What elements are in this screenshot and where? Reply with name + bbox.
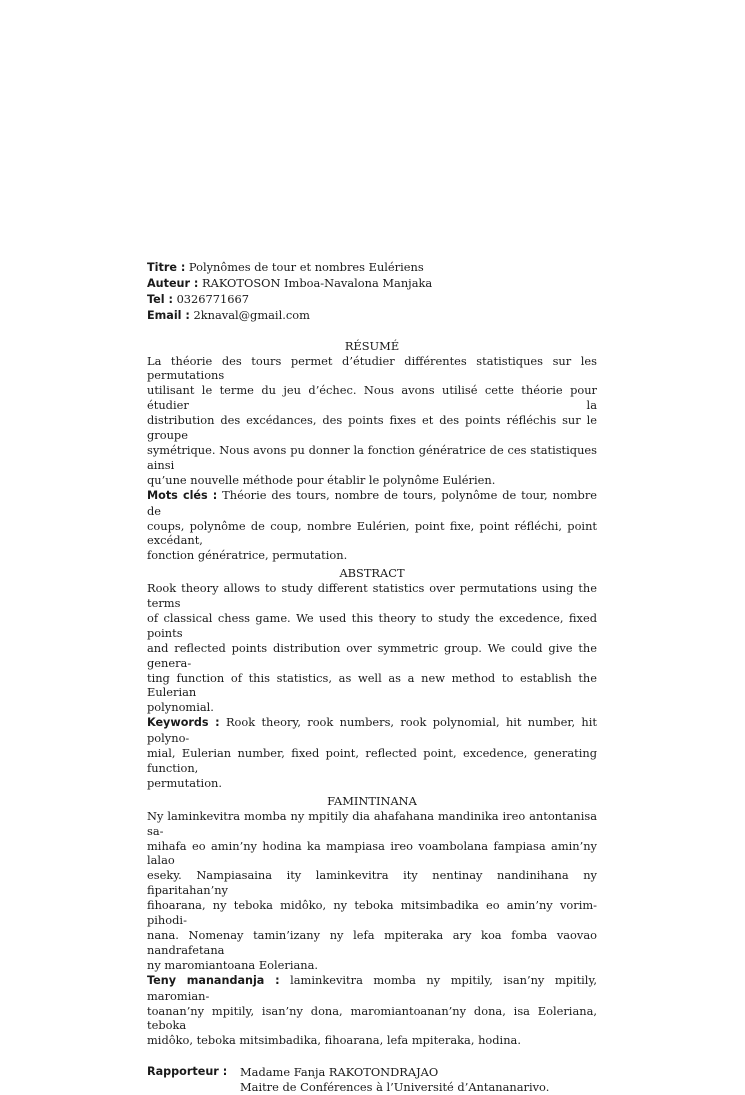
resume-line: qu’une nouvelle méthode pour établir le polynôme Eulérien. bbox=[147, 472, 496, 487]
famintinana-keywords-line: Teny manandanja : laminkevitra momba ny mpitily, isan’ny mpitily, maromian- bbox=[147, 972, 597, 1003]
title-line bbox=[147, 260, 597, 276]
tel-line bbox=[147, 292, 597, 308]
famintinana-paragraph bbox=[147, 809, 597, 973]
abstract-line: and reflected points distribution over symmetric group. We could give the genera- bbox=[147, 640, 597, 670]
resume-keywords-line: fonction génératrice, permutation. bbox=[147, 548, 348, 563]
famintinana-line: Ny laminkevitra momba ny mpitily dia ahafahana mandinika ireo antontanisa sa- bbox=[147, 808, 597, 838]
rapporteur-label: Rapporteur : bbox=[147, 1065, 228, 1079]
abstract-line: Rook theory allows to study different statistics over permutations using the terms bbox=[147, 581, 597, 611]
rapporteur-block bbox=[147, 1065, 597, 1095]
resume-line: distribution des excédances, des points fixes et des points réfléchis sur le groupe bbox=[147, 413, 597, 443]
resume-heading: RÉSUMÉ bbox=[344, 338, 400, 353]
famintinana-keywords-label: Teny manandanja : bbox=[147, 973, 280, 987]
abstract-line: polynomial. bbox=[147, 700, 214, 715]
famintinana-line: mihafa eo amin’ny hodina ka mampiasa ireo voambolana fampiasa amin’ny lalao bbox=[147, 838, 597, 868]
title-value: Polynômes de tour et nombres Eulériens bbox=[188, 260, 424, 274]
rapporteur-details bbox=[240, 1065, 597, 1095]
abstract-keywords-line: Keywords : Rook theory, rook numbers, rook polynomial, hit number, hit polyno- bbox=[147, 715, 597, 746]
resume-line: symétrique. Nous avons pu donner la fonction génératrice de ces statistiques ainsi bbox=[147, 442, 597, 472]
famintinana-line: fihoarana, ny teboka midôko, ny teboka mitsimbadika eo amin’ny vorim- pihodi- bbox=[147, 898, 597, 928]
email-line bbox=[147, 308, 597, 324]
email-value: 2knaval@gmail.com bbox=[193, 307, 310, 322]
abstract-heading: ABSTRACT bbox=[339, 566, 405, 581]
abstract-line: of classical chess game. We used this theory to study the excedence, fixed points bbox=[147, 610, 597, 640]
author-line bbox=[147, 276, 597, 292]
abstract-keywords-line: mial, Eulerian number, fixed point, reflected point, excedence, generating function, bbox=[147, 746, 597, 775]
resume-keywords-line: Mots clés : Théorie des tours, nombre de tours, polynôme de tour, nombre de bbox=[147, 487, 597, 518]
famintinana-heading: FAMINTINANA bbox=[327, 793, 417, 808]
resume-keywords bbox=[147, 488, 597, 564]
title-label: Titre : bbox=[147, 261, 186, 274]
author-value: RAKOTOSON Imboa-Navalona Manjaka bbox=[202, 275, 433, 290]
document-body bbox=[147, 260, 597, 1095]
rapporteur-name: Madame Fanja RAKOTONDRAJAO bbox=[240, 1065, 439, 1080]
resume-line: La théorie des tours permet d’étudier différentes statistiques sur les permutations bbox=[147, 353, 597, 383]
email-label: Email : bbox=[147, 308, 190, 322]
abstract-keywords-line: permutation. bbox=[147, 775, 223, 790]
famintinana-line: eseky. Nampiasaina ity laminkevitra ity nentinay nandinihana ny fiparitahan’ny bbox=[147, 868, 597, 898]
abstract-keywords-label: Keywords : bbox=[147, 716, 220, 730]
abstract-keywords bbox=[147, 715, 597, 791]
famintinana-line: nana. Nomenay tamin’izany ny lefa mpiteraka ary koa fomba vaovao nandrafetana bbox=[147, 927, 597, 957]
abstract-paragraph bbox=[147, 581, 597, 715]
abstract-line: ting function of this statistics, as well as a new method to establish the Eulerian bbox=[147, 670, 597, 700]
author-label: Auteur : bbox=[147, 276, 199, 290]
famintinana-line: ny maromiantoana Eoleriana. bbox=[147, 957, 319, 972]
famintinana-keywords-line: midôko, teboka mitsimbadika, fihoarana, lefa mpiteraka, hodina. bbox=[147, 1033, 521, 1048]
resume-paragraph bbox=[147, 354, 597, 488]
resume-keywords-line: coups, polynôme de coup, nombre Eulérien, point fixe, point réfléchi, point excédant, bbox=[147, 518, 597, 548]
resume-keywords-label: Mots clés : bbox=[147, 488, 218, 502]
metadata-block bbox=[147, 260, 597, 324]
tel-value: 0326771667 bbox=[176, 291, 250, 306]
famintinana-keywords-line: toanan’ny mpitily, isan’ny dona, maromiantoanan’ny dona, isa Eoleriana, teboka bbox=[147, 1003, 597, 1033]
rapporteur-title: Maitre de Conférences à l’Université d’Antananarivo. bbox=[240, 1080, 550, 1095]
famintinana-keywords bbox=[147, 973, 597, 1049]
tel-label: Tel : bbox=[147, 292, 173, 306]
resume-line: utilisant le terme du jeu d’échec. Nous avons utilisé cette théorie pour étudier la bbox=[147, 383, 597, 413]
